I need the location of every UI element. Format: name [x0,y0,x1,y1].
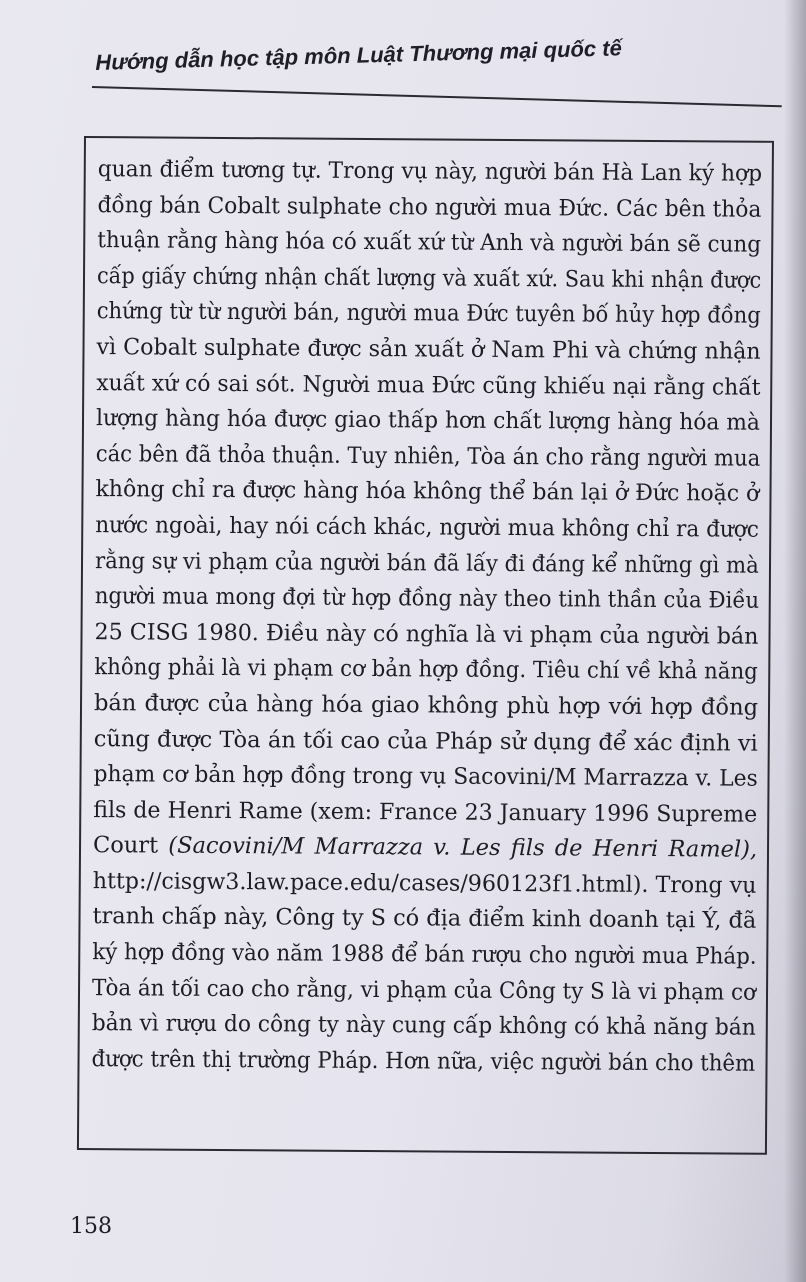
body-line-11: nước ngoài, hay nói cách khác, người mua không chỉ ra được [95,512,760,543]
body-line-19: fils de Henri Rame (xem: France 23 January 1996 Supreme [93,796,758,828]
body-line-24: Tòa án tối cao cho rằng, vi phạm của Công ty S là vi phạm cơ [91,974,757,1006]
body-line-8: lượng hàng hóa được giao thấp hơn chất lượng hàng hóa mà [95,405,761,436]
body-line-16: bán được của hàng hóa giao không phù hợp với hợp đồng [93,689,759,721]
body-line-4: cấp giấy chứng nhận chất lượng và xuất xứ. Sau khi nhận được [96,262,762,294]
body-line-15: không phải là vi phạm cơ bản hợp đồng. Tiêu chí về khả năng [94,654,758,686]
body-line-7: xuất xứ có sai sót. Người mua Đức cũng khiếu nại rằng chất [96,369,761,401]
body-line-3: thuận rằng hàng hóa có xuất xứ từ Anh và người bán sẽ cung [97,227,762,258]
body-line-10: không chỉ ra được hàng hóa không thể bán lại ở Đức hoặc ở [95,476,760,508]
body-line-14: 25 CISG 1980. Điều này có nghĩa là vi phạm của người bán [94,618,759,650]
body-line-6: vì Cobalt sulphate được sản xuất ở Nam Phi và chứng nhận [96,334,761,365]
body-line-5: chứng từ từ người bán, người mua Đức tuyên bố hủy hợp đồng [96,298,761,330]
running-header: Hướng dẫn học tập môn Luật Thương mại quốc tế [95,35,623,75]
body-line-12: rằng sự vi phạm của người bán đã lấy đi đáng kể những gì mà [94,547,759,579]
body-line-17: cũng được Tòa án tối cao của Pháp sử dụng để xác định vi [93,725,758,757]
case-name-italic: (Sacovini/M Marrazza v. Les fils de Henri Ramel), [168,832,758,863]
body-line-23: ký hợp đồng vào năm 1988 để bán rượu cho người mua Pháp. [92,939,757,970]
body-line-18: phạm cơ bản hợp đồng trong vụ Sacovini/M Marrazza v. Les [93,761,758,792]
body-line-13: người mua mong đợi từ hợp đồng này theo tinh thần của Điều [94,583,760,614]
page-edge-shadow [784,0,806,1282]
body-line-22: tranh chấp này, Công ty S có địa điểm kinh doanh tại Ý, đã [92,903,757,935]
body-line-26: được trên thị trường Pháp. Hơn nữa, việc người bán cho thêm [91,1045,756,1077]
body-line-1: quan điểm tương tự. Trong vụ này, người bán Hà Lan ký hợp [97,156,763,187]
body-line-2: đồng bán Cobalt sulphate cho người mua Đức. Các bên thỏa [97,191,762,223]
header-rule [92,86,782,107]
page-number: 158 [70,1214,112,1239]
body-line-9: các bên đã thỏa thuận. Tuy nhiên, Tòa án cho rằng người mua [95,440,761,472]
body-line-25: bản vì rượu do công ty này cung cấp không có khả năng bán [91,1010,756,1041]
body-line-20 [93,828,757,868]
court-prefix: Court [92,832,169,859]
body-line-21: http://cisgw3.law.pace.edu/cases/960123f1.html). Trong vụ [92,867,757,899]
text-box [77,136,774,1155]
